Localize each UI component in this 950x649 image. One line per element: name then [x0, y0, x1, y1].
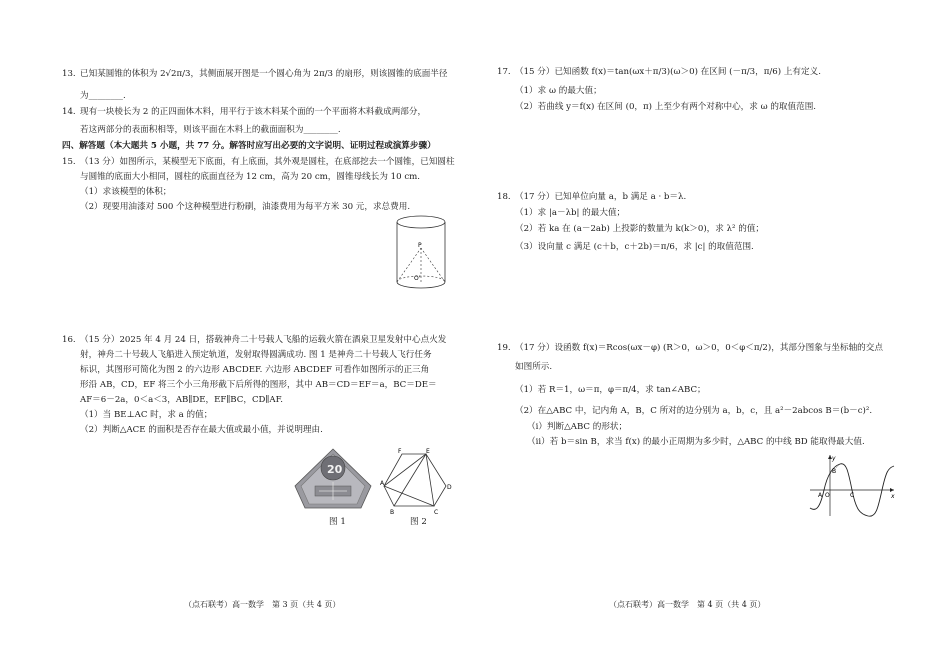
- q15-sub1: （1）求该模型的体积；: [80, 187, 172, 197]
- fig2-caption: 图 2: [410, 517, 427, 527]
- graph-a-label: A: [818, 492, 823, 499]
- right-page: [475, 0, 950, 649]
- q14-number: 14.: [62, 107, 76, 117]
- q13-number: 13.: [62, 69, 76, 79]
- label-c: C: [434, 509, 439, 516]
- graph-c-label: C: [850, 492, 855, 499]
- label-e: E: [426, 448, 430, 455]
- fig1-caption: 图 1: [329, 517, 346, 527]
- label-b: B: [390, 509, 395, 516]
- label-a: A: [380, 480, 385, 487]
- mission-badge-figure: [291, 446, 375, 514]
- q16-line4: 形沿 AB，CD，EF 将三个小三角形截下后所得的图形，其中 AB＝CD＝EF＝a，BC＝DE＝: [80, 380, 437, 390]
- left-footer: （点石联考）高一数学 第 3 页（共 4 页）: [184, 600, 341, 609]
- q16-sub1: （1）当 BE⊥AC 时，求 a 的值；: [80, 410, 213, 420]
- q18-sub2: （2）若 ka 在 (a－2ab) 上投影的数量为 k(k＞0)，求 λ² 的值；: [515, 224, 765, 234]
- q18-line1: （17 分）已知单位向量 a，b 满足 a · b＝λ.: [515, 192, 687, 202]
- q14-line1: 现有一块棱长为 2 的正四面体木料，用平行于该木料某个面的一个平面将木料截成两部分，: [80, 107, 427, 117]
- q19-number: 19.: [497, 343, 511, 353]
- q15-number: 15.: [62, 157, 76, 167]
- q16-line3: 标识，其图形可简化为图 2 的六边形 ABCDEF. 六边形 ABCDEF 可看作如图所示的正三角: [80, 365, 430, 375]
- q17-sub2: （2）若曲线 y＝f(x) 在区间 (0，π) 上至少有两个对称中心，求 ω 的取值范围.: [515, 102, 817, 112]
- label-d: D: [447, 484, 452, 491]
- q19-sub1: （1）若 R＝1，ω＝π，φ＝π/4，求 tan∠ABC；: [515, 385, 706, 395]
- graph-x-label: x: [891, 493, 895, 500]
- q15-sub2: （2）现要用油漆对 500 个这种模型进行粉刷，油漆费用为每平方米 30 元，求总费用.: [80, 202, 411, 212]
- q16-sub2: （2）判断△ACE 的面积是否存在最大值或最小值，并说明理由.: [80, 425, 323, 435]
- label-p: P: [418, 242, 422, 249]
- badge-number: 20: [327, 463, 343, 476]
- q16-line2: 射，神舟二十号载人飞船进入预定轨道，发射取得圆满成功. 图 1 是神舟二十号载人飞行任务: [80, 350, 432, 360]
- q14-line2: 若这两部分的表面积相等，则该平面在木料上的截面面积为________.: [80, 125, 341, 135]
- q16-number: 16.: [62, 335, 76, 345]
- q17-sub1: （1）求 ω 的最大值；: [515, 86, 602, 96]
- q19-line1: （17 分）设函数 f(x)＝Rcos(ωx－φ) (R＞0，ω＞0，0＜φ＜π/2)，其部分图象与坐标轴的交点: [515, 343, 883, 353]
- q17-number: 17.: [497, 67, 511, 77]
- q13-line2: 为________.: [80, 91, 126, 101]
- q19-sub2i: （ⅰ）判断△ABC 的形状；: [527, 422, 628, 432]
- graph-b-label: B: [832, 468, 837, 475]
- label-o-prime: O': [414, 275, 421, 282]
- hexagon-figure: [380, 444, 460, 516]
- q16-line1: （15 分）2025 年 4 月 24 日，搭载神舟二十号载人飞船的运载火箭在酒泉卫星发射中心点火发: [80, 335, 447, 345]
- q18-sub3: （3）设向量 c 满足 (c＋b，c＋2b)＝π/6，求 |c| 的取值范围.: [515, 242, 754, 252]
- right-footer: （点石联考）高一数学 第 4 页（共 4 页）: [609, 600, 766, 609]
- label-f: F: [398, 448, 402, 455]
- cylinder-cone-figure: [392, 212, 450, 292]
- section-heading: 四、解答题（本大题共 5 小题，共 77 分。解答时应写出必要的文字说明、证明过程或演算步骤）: [62, 141, 436, 151]
- q15-line2: 与圆锥的底面大小相同，圆柱的底面直径为 12 cm，高为 20 cm，圆锥母线长为 10 cm.: [80, 172, 421, 182]
- q17-line1: （15 分）已知函数 f(x)＝tan(ωx＋π/3)(ω＞0) 在区间 (－π/3，π/6) 上有定义.: [515, 67, 821, 77]
- q18-number: 18.: [497, 192, 511, 202]
- graph-o-label: O: [825, 492, 830, 499]
- q15-line1: （13 分）如图所示，某模型无下底面，有上底面，其外观是圆柱，在底部挖去一个圆锥，已知圆柱: [80, 157, 455, 167]
- q19-sub2: （2）在△ABC 中，记内角 A，B，C 所对的边分别为 a，b，c，且 a²－2abcos B＝(b－c)².: [515, 406, 873, 416]
- q16-line5: AF＝6－2a，0＜a＜3，AB∥DE，EF∥BC，CD∥AF.: [80, 395, 283, 405]
- q18-sub1: （1）求 |a－λb| 的最大值；: [515, 208, 626, 218]
- q13-line1: 已知某圆锥的体积为 2√2π/3，其侧面展开图是一个圆心角为 2π/3 的扇形，则该圆锥的底面半径: [80, 69, 448, 79]
- graph-y-label: y: [832, 455, 836, 462]
- q19-sub2ii: （ⅱ）若 b＝sin B，求当 f(x) 的最小正周期为多少时，△ABC 的中线 BD 能取得最大值.: [527, 437, 865, 447]
- cosine-graph-figure: [808, 452, 898, 518]
- q19-line2: 如图所示.: [515, 362, 553, 372]
